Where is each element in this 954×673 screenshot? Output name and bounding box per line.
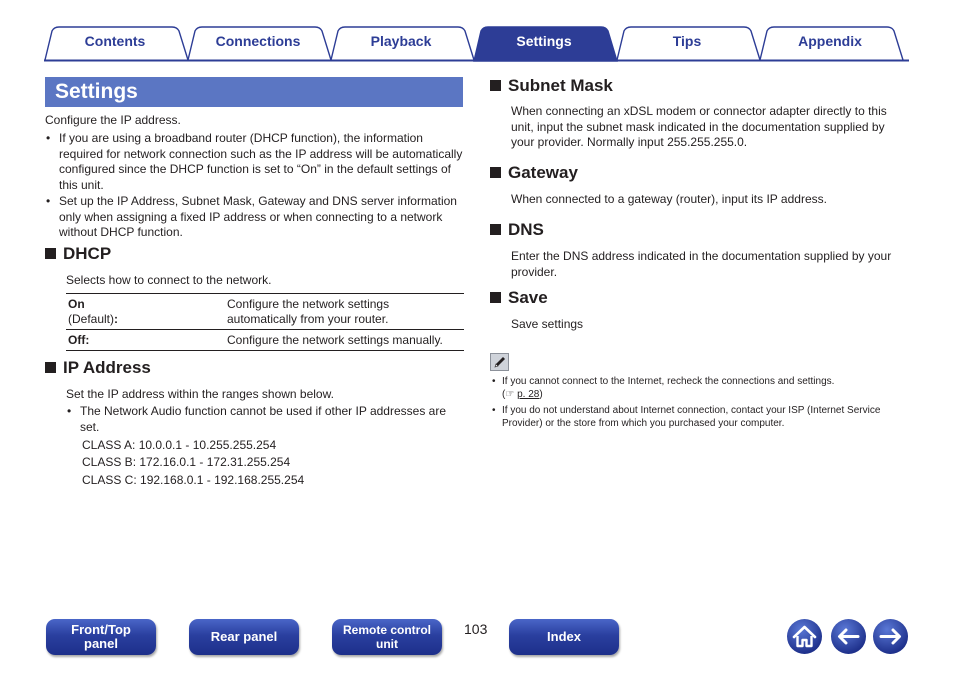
page-28-link[interactable]: p. 28 (517, 389, 540, 400)
tab-contents-label[interactable]: Contents (84, 33, 146, 49)
subnet-mask-heading-text: Subnet Mask (508, 76, 613, 95)
class-b-range: CLASS B: 172.16.0.1 - 172.31.255.254 (82, 455, 291, 469)
rear-panel-label: Rear panel (210, 629, 278, 644)
index-button[interactable] (509, 619, 619, 655)
save-heading-text: Save (508, 288, 548, 307)
back-arrow-icon[interactable] (830, 618, 867, 655)
note-item-2: • If you do not understand about Internet connection, contact your ISP (Internet Service Provider) or the store from which you purchased your computer. (502, 404, 902, 430)
table-row (66, 330, 464, 350)
rear-panel-button[interactable] (189, 619, 299, 655)
square-bullet-icon (490, 80, 501, 91)
square-bullet-icon (490, 292, 501, 303)
page-title: Settings (45, 77, 463, 107)
subnet-mask-desc: When connecting an xDSL modem or connector adapter directly to this unit, input the subnet mask indicated in the documentation supplied by your provider. Normally input 255.255.255.0. (511, 104, 887, 150)
dhcp-on-value: Configure the network settings automatically from your router. (227, 297, 390, 326)
intro-bullet-2: • Set up the IP Address, Subnet Mask, Gateway and DNS server information only when assigning a fixed IP address or when connecting to a network without DHCP function. (59, 194, 463, 241)
dhcp-off-key (68, 333, 218, 348)
dhcp-desc: Selects how to connect to the network. (66, 273, 272, 287)
front-top-label-1: Front/Top (71, 622, 131, 637)
square-bullet-icon (45, 248, 56, 259)
forward-arrow-icon[interactable] (872, 618, 909, 655)
dhcp-heading-text: DHCP (63, 244, 112, 263)
pencil-icon (490, 353, 509, 371)
class-a-range: CLASS A: 10.0.0.1 - 10.255.255.254 (82, 438, 277, 452)
front-top-label-2: panel (84, 636, 118, 651)
dns-desc: Enter the DNS address indicated in the documentation supplied by your provider. (511, 249, 892, 279)
remote-label-2: unit (375, 637, 398, 651)
class-c-range: CLASS C: 192.168.0.1 - 192.168.255.254 (82, 473, 305, 487)
page-number: 103 (464, 621, 488, 637)
ip-address-bullet: • The Network Audio function cannot be used if other IP addresses are set. (80, 404, 464, 435)
dhcp-default-note: (Default) (68, 312, 115, 326)
intro-bullet-1: • If you are using a broadband router (DHCP function), the information required for network connection such as the IP address will be automatically configured since the DHCP function is set to “On” in the default settings of this unit. (59, 131, 463, 193)
gateway-heading-text: Gateway (508, 163, 578, 182)
ip-address-heading (45, 358, 151, 378)
subnet-mask-heading (490, 76, 613, 96)
note-ref-open: ( (502, 389, 506, 400)
tab-appendix-label[interactable]: Appendix (798, 33, 862, 49)
note-item-1-text: If you cannot connect to the Internet, recheck the connections and settings. (502, 376, 835, 387)
home-icon[interactable] (786, 618, 823, 655)
dhcp-on-label: On (68, 297, 85, 311)
remote-label-1: Remote control (342, 623, 431, 637)
tab-connections-label[interactable]: Connections (215, 33, 301, 49)
dhcp-off-value: Configure the network settings manually. (227, 333, 443, 347)
tab-settings-label[interactable]: Settings (516, 33, 572, 49)
ip-address-desc: Set the IP address within the ranges shown below. (66, 387, 334, 401)
square-bullet-icon (45, 362, 56, 373)
tab-playback-label[interactable]: Playback (370, 33, 432, 49)
square-bullet-icon (490, 224, 501, 235)
dhcp-on-colon: : (114, 312, 119, 326)
save-desc: Save settings (511, 317, 584, 331)
dns-heading-text: DNS (508, 220, 544, 239)
note-ref-close: ) (539, 389, 543, 400)
intro-text: Configure the IP address. (45, 113, 181, 127)
tab-tips-label[interactable]: Tips (672, 33, 702, 49)
save-heading (490, 288, 548, 308)
reference-icon: ☞ (505, 389, 515, 400)
dhcp-table (66, 293, 464, 351)
square-bullet-icon (490, 167, 501, 178)
gateway-heading (490, 163, 578, 183)
table-row (66, 294, 464, 330)
tab-bar (0, 0, 954, 66)
dhcp-on-key (68, 297, 218, 327)
ip-address-heading-text: IP Address (63, 358, 151, 377)
dhcp-off-label: Off: (68, 333, 90, 347)
gateway-desc: When connected to a gateway (router), input its IP address. (511, 192, 827, 206)
front-top-panel-button[interactable] (46, 619, 156, 655)
index-label: Index (547, 629, 581, 644)
remote-control-unit-button[interactable] (332, 619, 442, 655)
note-item-1 (502, 375, 902, 401)
dns-heading (490, 220, 544, 240)
dhcp-heading (45, 244, 111, 264)
